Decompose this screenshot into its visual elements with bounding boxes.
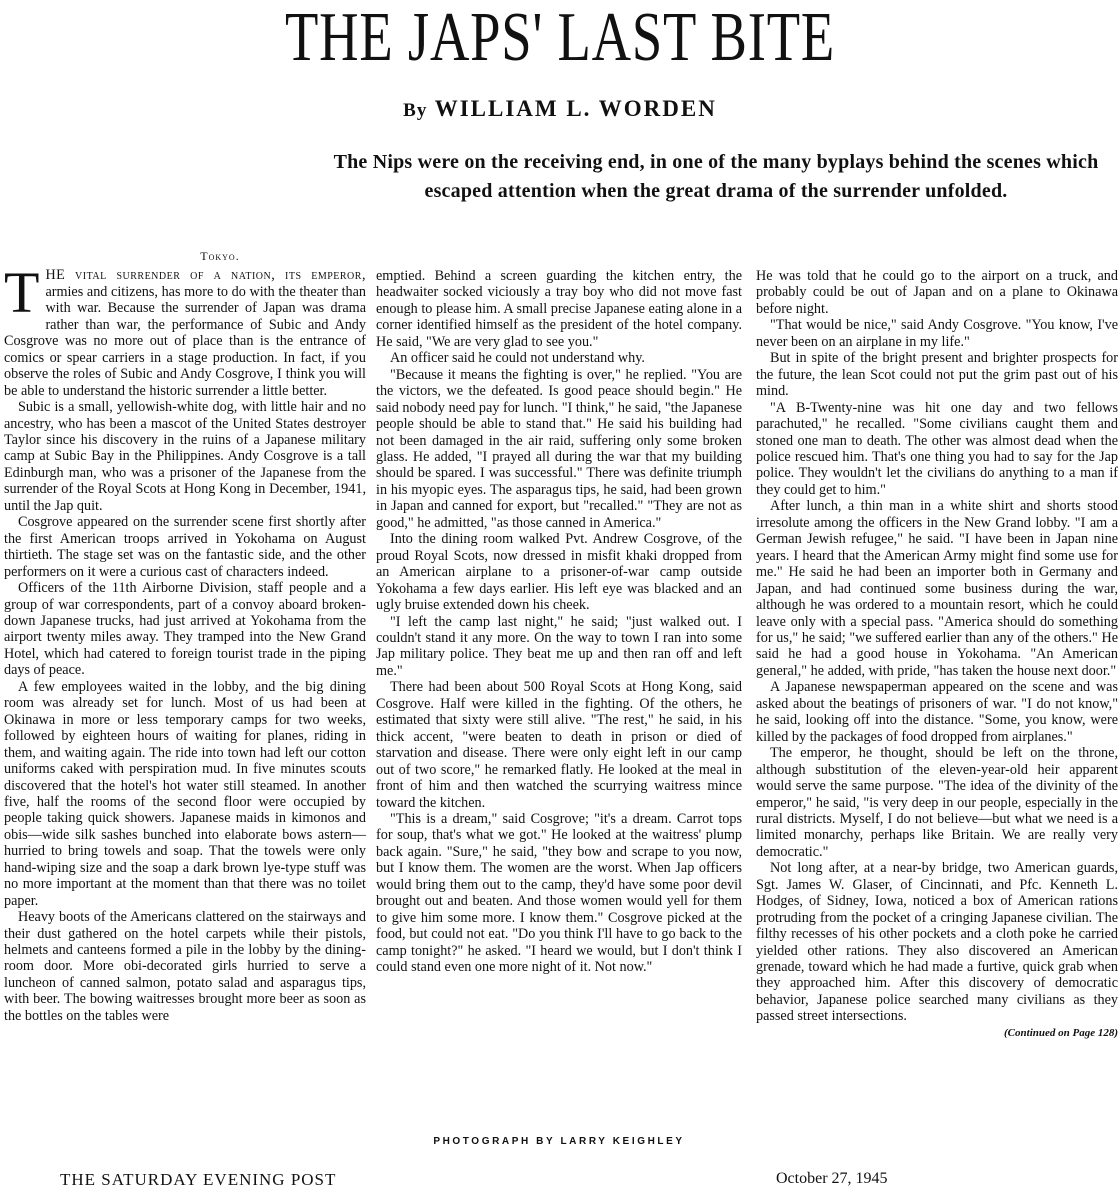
column-3 bbox=[756, 268, 1118, 1041]
photo-credit: PHOTOGRAPH BY LARRY KEIGHLEY bbox=[433, 1136, 685, 1147]
byline-author: WILLIAM L. WORDEN bbox=[434, 96, 717, 121]
paragraph: An officer said he could not understand why. bbox=[390, 350, 645, 367]
paragraph: Heavy boots of the Americans clattered on the stairways and their dust gathered on the hotel carpets while their pistols, helmets and canteens formed a pile in the lobby by the dining-room door. More obi-decorated girls hurried to serve a luncheon of canned salmon, potato salad and asparagus tips, with beer. The bowing waitresses brought more beer as soon as the bottles on the tables were bbox=[4, 909, 366, 1024]
paragraph: "A B-Twenty-nine was hit one day and two fellows parachuted," he recalled. "Some civilians caught them and stoned one man to death. The other was almost dead when the police rescued him. That's one thing you had to say for the Jap police. They wouldn't let the civilians do anything to a man if they could get to him." bbox=[756, 399, 1118, 498]
paragraph: There had been about 500 Royal Scots at Hong Kong, said Cosgrove. Half were killed in the fighting. Of the others, he estimated that sixty were still alive. "The rest," he said, in his thick accent, "were beaten to death in prison or died of starvation and disease. There were only eight left in our camp out of two score," he remarked flatly. He looked at the meal in front of him and then watched the scurrying waitress mince toward the kitchen. bbox=[376, 679, 742, 811]
paragraph: "I left the camp last night," he said; "just walked out. I couldn't stand it any more. On the way to town I ran into some Jap military police. They beat me up and then ran off and left me." bbox=[376, 613, 742, 679]
byline-prefix: By bbox=[403, 100, 428, 121]
paragraph: The emperor, he thought, should be left on the throne, although substitution of the eleven-year-old heir apparent would serve the same purpose. "The idea of the divinity of the emperor," he said, "is very deep in our people, especially in the rural districts. Myself, I do not believe—but what we need is a limited monarchy, perhaps like Britain. We are really very democratic." bbox=[756, 745, 1118, 860]
deck-subtitle: The Nips were on the receiving end, in one of the many byplays behind the scenes which escaped attention when the great drama of the surrender unfolded. bbox=[333, 151, 1099, 202]
headline: THE JAPS' LAST BITE bbox=[285, 0, 835, 76]
paragraph: emptied. Behind a screen guarding the kitchen entry, the headwaiter socked viciously a tray boy who did not move fast enough to please him. A small precise Japanese eating alone in a corner identified himself as the president of the hotel company. He said, "We are very glad to see you." bbox=[376, 268, 742, 350]
column-1 bbox=[4, 248, 366, 1024]
paragraph: Not long after, at a near-by bridge, two American guards, Sgt. James W. Glaser, of Cincinnati, and Pfc. Kenneth L. Hodges, of Sidney, Iowa, noticed a box of American rations protruding from the pocket of a cringing Japanese civilian. The filthy recesses of his other pockets and a cloth poke he carried yielded other rations. They also discovered an American grenade, toward which he had made a furtive, quick grab when they approached him. After this discovery of democratic behavior, Japanese police searched many civilians as they passed street intersections. bbox=[756, 860, 1118, 1025]
byline bbox=[0, 96, 1120, 122]
paragraph: He was told that he could go to the airport on a truck, and probably could be out of Japan and on a plane to Okinawa before night. bbox=[756, 268, 1118, 317]
paragraph: "Because it means the fighting is over," he replied. "You are the victors, we the defeated. Is good peace should begin." He said nobody need pay for lunch. "I think," he said, "the Japanese people should be able to stand that." He said his building had not been damaged in the air raid, suffering only some broken glass. He added, "I prayed all during the war that my building should be spared. I was successful." There was definite triumph in his myopic eyes. The asparagus tips, he said, had been grown in Japan and canned for export, but "recalled." "They are not as good," he admitted, "as those canned in America." bbox=[376, 366, 742, 531]
paragraph: A Japanese newspaperman appeared on the scene and was asked about the beatings of prisoners of war. "I do not know," he said, looking off into the distance. "Some, you know, were killed by the packages of food dropped from airplanes." bbox=[756, 679, 1118, 745]
paragraph: "That would be nice," said Andy Cosgrove. "You know, I've never been on an airplane in my life." bbox=[756, 317, 1118, 350]
lead-caps: HE vital surrender of a nation, its emperor, bbox=[45, 267, 366, 284]
continued-notice: (Continued on Page 128) bbox=[1004, 1026, 1118, 1039]
paragraph: Cosgrove appeared on the surrender scene first shortly after the first American troops arrived in Yokohama on August thirtieth. The stage set was on the fantastic side, and the other performers on it were a curious cast of characters indeed. bbox=[4, 514, 366, 580]
paragraph: armies and citizens, has more to do with the theater than with war. Because the surrender of Japan was drama rather than war, the performance of Subic and Andy Cosgrove was no more out of place than is the entrance of comics or spear carriers in a stage production. In fact, if you observe the roles of Subic and Andy Cosgrove, I think you will be able to understand the historic surrender a little better. bbox=[4, 283, 366, 399]
paragraph: "This is a dream," said Cosgrove; "it's a dream. Carrot tops for soup, that's what we got." He looked at the waitress' plump back again. "Sure," he said, "they bow and scrape to you now, but I know them. The women are the worst. When Jap officers would bring them out to the camp, they'd have some poor devil brought out and beaten. And those women would yell for them to give him some more. I know them." Cosgrove picked at the food, but could not eat. "Do you think I'll have to go back to the camp tonight?" he asked. "I heard we would, but I don't think I could stand even one more night of it. Not now." bbox=[376, 810, 742, 976]
paragraph: But in spite of the bright present and brighter prospects for the future, the lean Scot could not put the grim past out of his mind. bbox=[756, 350, 1118, 400]
dateline: Tokyo. bbox=[200, 249, 240, 263]
paragraph: Subic is a small, yellowish-white dog, with little hair and no ancestry, who has been a mascot of the United States destroyer Taylor since his discovery in the ruins of a Japanese military camp at Subic Bay in the Philippines. Andy Cosgrove is a tall Edinburgh man, who was a prisoner of the Japanese from the surrender of the Royal Scots at Hong Kong in December, 1941, until the Jap quit. bbox=[4, 399, 366, 514]
footer-date: October 27, 1945 bbox=[776, 1170, 888, 1187]
column-2 bbox=[376, 268, 742, 975]
paragraph: Officers of the 11th Airborne Division, staff people and a group of war correspondents, part of a convoy aboard broken-down Japanese trucks, had just arrived at Yokohama from the airport twenty miles away. They tramped into the New Grand Hotel, which had catered to foreign tourist trade in the piping days of peace. bbox=[4, 580, 366, 679]
paragraph: Into the dining room walked Pvt. Andrew Cosgrove, of the proud Royal Scots, now dressed in misfit khaki dropped from an American airplane to a prisoner-of-war camp outside Yokohama a few days earlier. His left eye was blacked and an ugly bruise extended down his cheek. bbox=[376, 531, 742, 614]
paragraph: A few employees waited in the lobby, and the big dining room was already set for lunch. Most of us had been at Okinawa in more or less temporary camps for two weeks, followed by eighteen hours of waiting for planes, riding in them, and waiting again. The ride into town had left our cotton uniforms caked with perspiration mud. In five minutes scouts discovered that the hotel's hot water still steamed. In another five, half the rooms of the second floor were occupied by people taking quick showers. Japanese maids in kimonos and obis—wide silk sashes bunched into elaborate bows astern—hurried to bring towels and soap. That the towels were only hand-wiping size and the soap a dark brown lye-type stuff was no more important at the moment than that there was no toilet paper. bbox=[4, 678, 366, 909]
paragraph: After lunch, a thin man in a white shirt and shorts stood irresolute among the officers in the New Grand lobby. "I am a German Jewish refugee," he said. "I have been in Japan nine years. I heard that the American Army might find some use for me." He said he had been an importer both in Germany and Japan, and had continued some business during the war, although he was ordered to a mountain resort, which he could leave only with a special pass. "America should do something for us," he said; "we suffered earlier than any of the others." He said he had a good house in Yokohama. "An American general," he added, with pride, "has taken the house next door." bbox=[756, 498, 1118, 679]
drop-cap: T bbox=[4, 260, 40, 326]
lead-paragraph bbox=[4, 260, 366, 399]
footer-magazine: THE SATURDAY EVENING POST bbox=[60, 1170, 337, 1189]
